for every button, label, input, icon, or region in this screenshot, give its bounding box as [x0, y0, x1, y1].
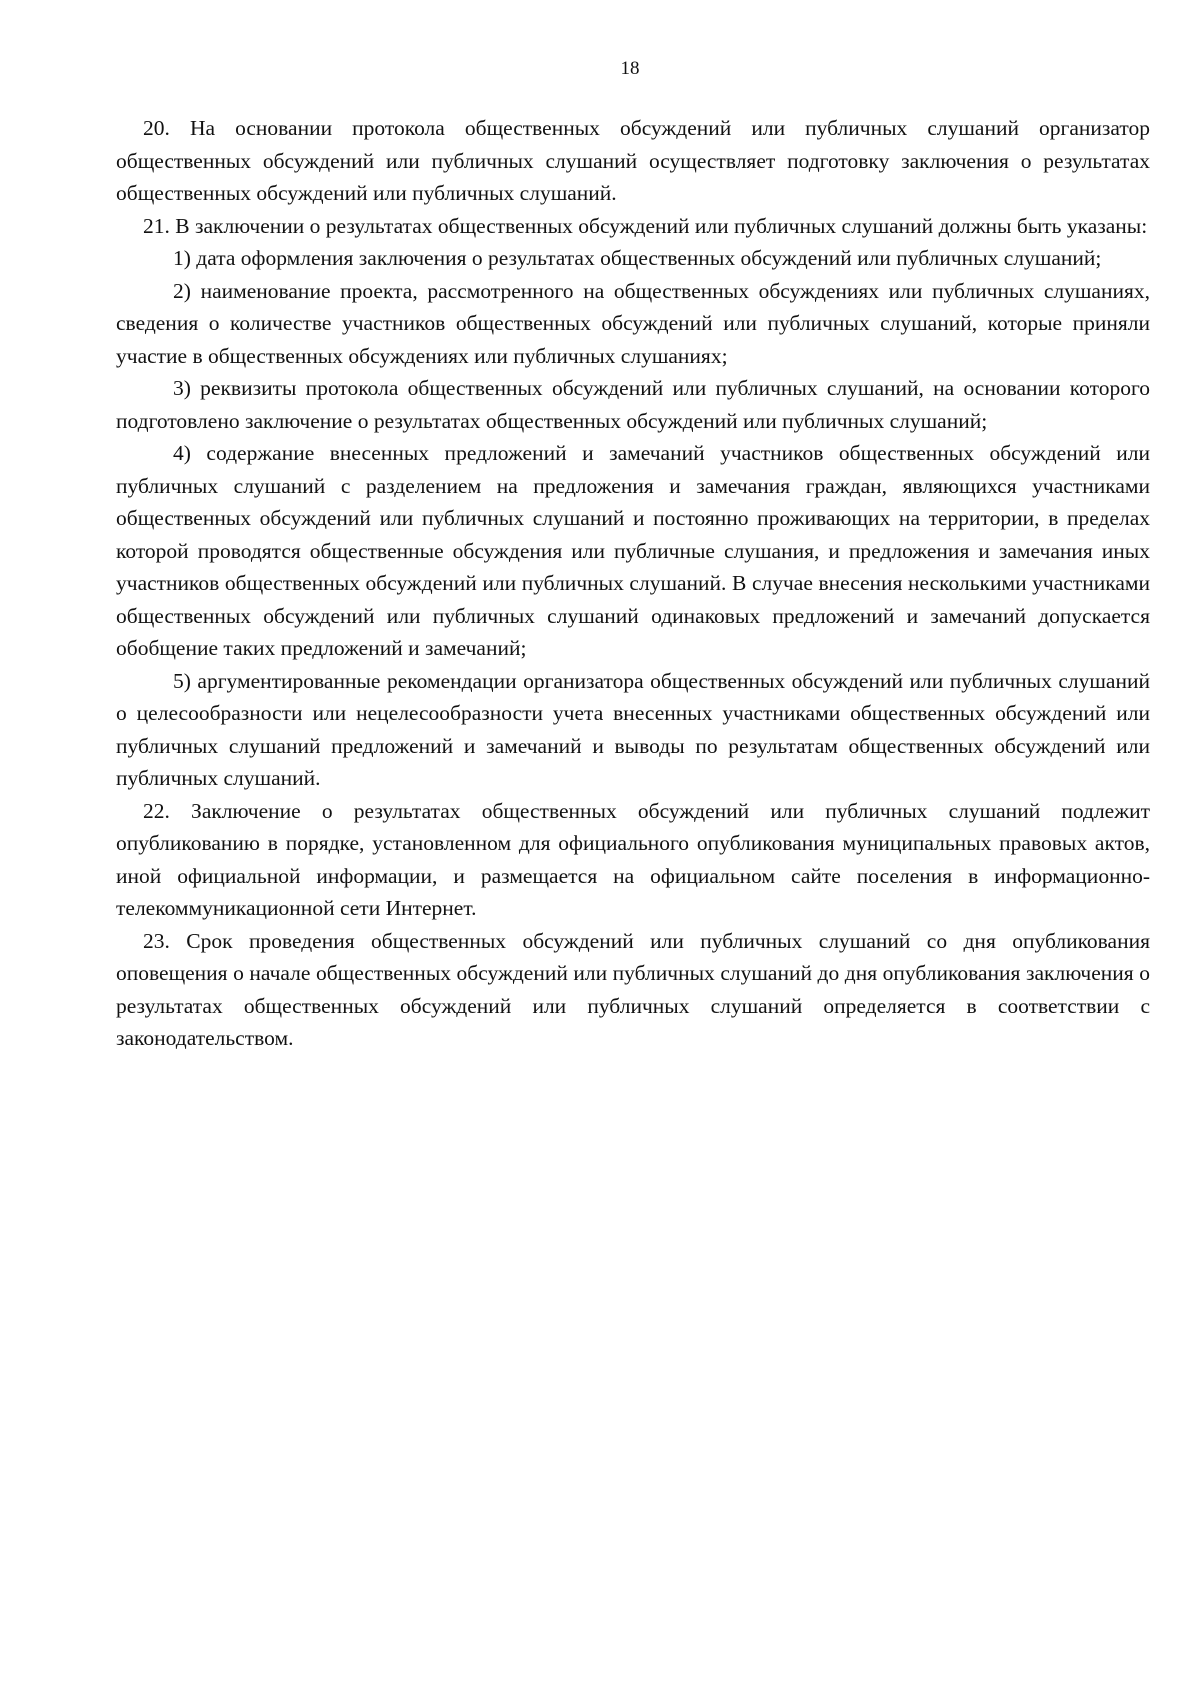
paragraph-21: 21. В заключении о результатах общественных обсуждений или публичных слушаний должны быть указаны: [143, 213, 1148, 238]
list-item-2: 2) наименование проекта, рассмотренного на общественных обсуждениях или публичных слушаниях, сведения о количестве участников общественных обсуждений или публичных слушаний, которые приняли участие в общественных обсуждениях или публичных слушаниях; [116, 278, 1150, 368]
paragraph-22: 22. Заключение о результатах общественных обсуждений или публичных слушаний подлежит опубликованию в порядке, установленном для официального опубликования муниципальных правовых актов, иной официальной информации, и размещается на официальном сайте поселения в информационно-телекоммуникационной сети Интернет. [116, 798, 1150, 920]
list-item-5: 5) аргументированные рекомендации организатора общественных обсуждений или публичных слушаний о целесообразности или нецелесообразности учета внесенных участниками общественных обсуждений или публичных слушаний предложений и замечаний и выводы по результатам общественных обсуждений или публичных слушаний. [116, 668, 1150, 790]
document-body [116, 112, 1150, 1055]
page-number: 18 [620, 58, 640, 79]
list-item-1: 1) дата оформления заключения о результатах общественных обсуждений или публичных слушаний; [173, 246, 1102, 270]
list-item-4: 4) содержание внесенных предложений и замечаний участников общественных обсуждений или публичных слушаний с разделением на предложения и замечания граждан, являющихся участниками общественных обсуждений или публичных слушаний и постоянно проживающих на территории, в пределах которой проводятся общественные обсуждения или публичные слушания, и предложения и замечания иных участников общественных обсуждений или публичных слушаний. В случае внесения несколькими участниками общественных обсуждений или публичных слушаний одинаковых предложений и замечаний допускается обобщение таких предложений и замечаний; [116, 441, 1150, 660]
list-item-3: 3) реквизиты протокола общественных обсуждений или публичных слушаний, на основании которого подготовлено заключение о результатах общественных обсуждений или публичных слушаний; [116, 376, 1150, 433]
paragraph-20: 20. На основании протокола общественных обсуждений или публичных слушаний организатор общественных обсуждений или публичных слушаний осуществляет подготовку заключения о результатах общественных обсуждений или публичных слушаний. [116, 116, 1150, 205]
paragraph-23: 23. Срок проведения общественных обсуждений или публичных слушаний со дня опубликования оповещения о начале общественных обсуждений или публичных слушаний до дня опубликования заключения о результатах общественных обсуждений или публичных слушаний определяется в соответствии с законодательством. [116, 928, 1150, 1050]
